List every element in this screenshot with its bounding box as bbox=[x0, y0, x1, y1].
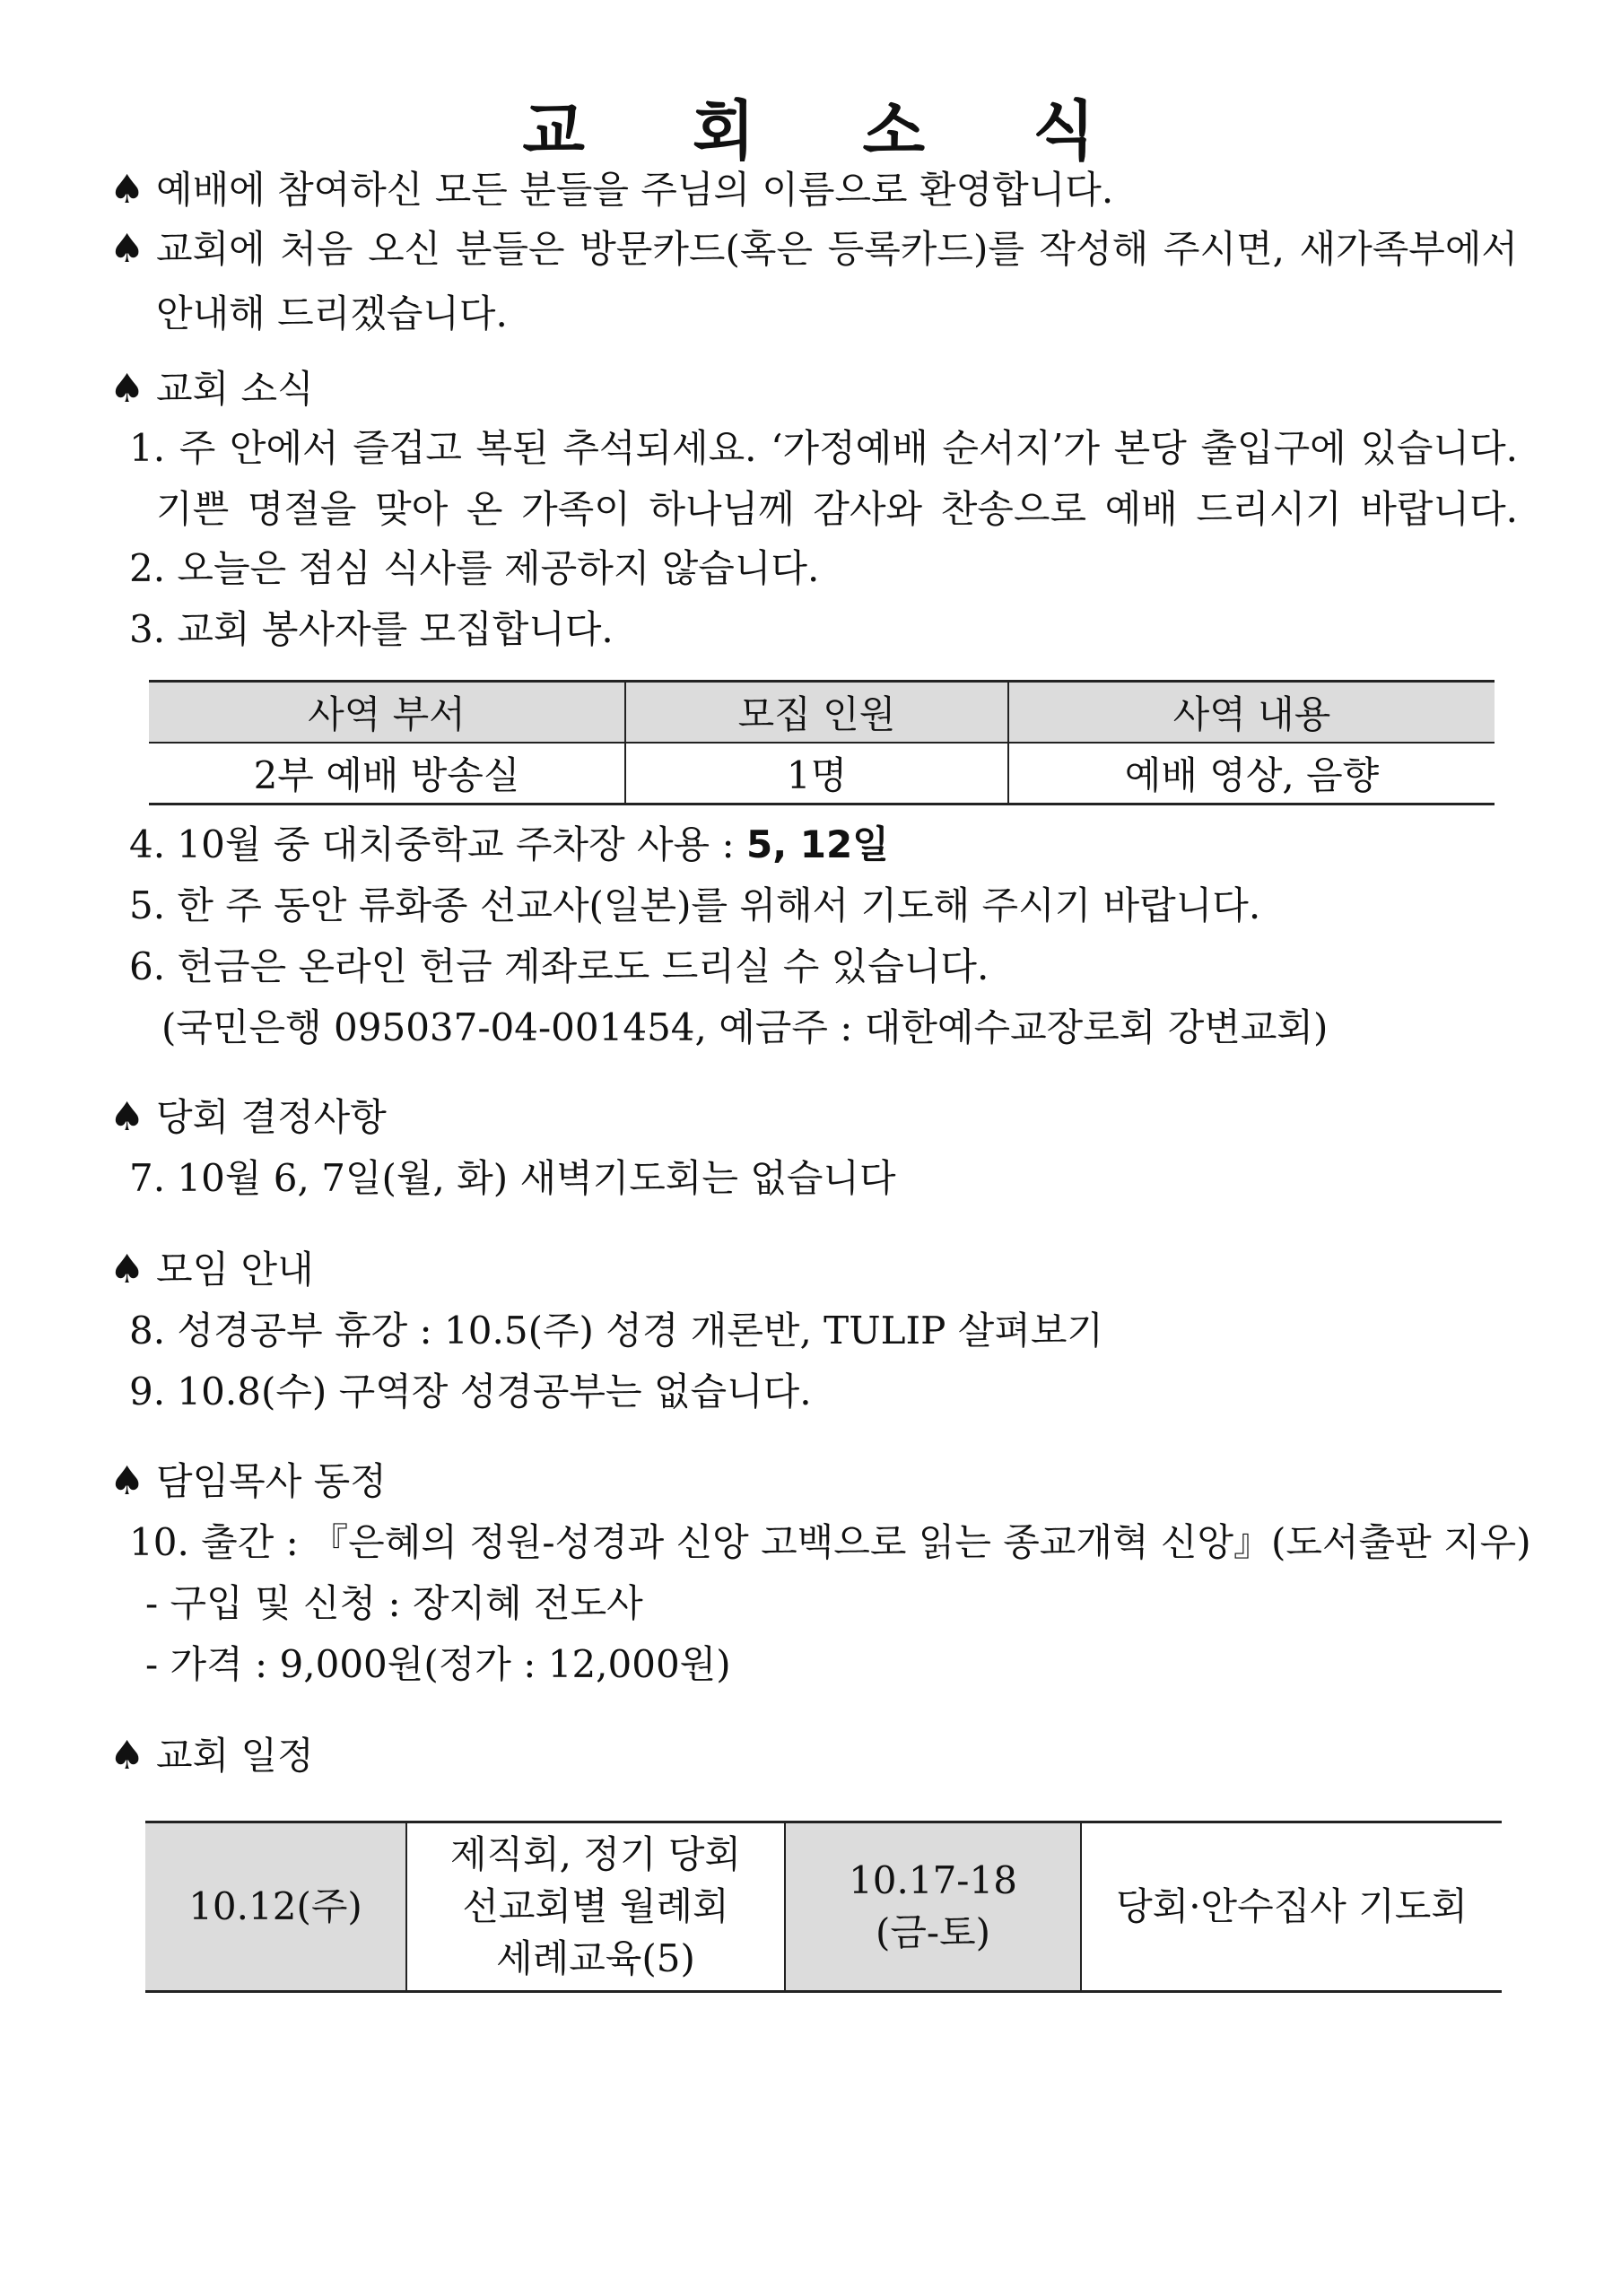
schedule-table bbox=[145, 1821, 1502, 1993]
table-header-cell: 사역 내용 bbox=[1008, 682, 1495, 744]
spade-icon: ♠ bbox=[109, 366, 145, 412]
pastor-sub-price: - 가격 : 9,000원(정가 : 12,000원) bbox=[145, 1642, 731, 1686]
spade-icon: ♠ bbox=[109, 1094, 145, 1140]
section-heading-schedule: ♠ 교회 일정 bbox=[109, 1729, 314, 1783]
title-char: 식 bbox=[1033, 93, 1099, 169]
section-heading-pastor: ♠ 담임목사 동정 bbox=[109, 1455, 387, 1509]
title-char: 소 bbox=[862, 93, 929, 169]
meeting-item-9: 9. 10.8(수) 구역장 성경공부는 없습니다. bbox=[129, 1370, 812, 1413]
session-item-7: 7. 10월 6, 7일(월, 화) 새벽기도회는 없습니다 bbox=[129, 1156, 896, 1200]
spade-icon: ♠ bbox=[109, 1733, 145, 1779]
schedule-date-cell: 10.12(주) bbox=[145, 1822, 406, 1992]
table-header-cell: 사역 부서 bbox=[149, 682, 625, 744]
section-heading-news: ♠ 교회 소식 bbox=[109, 362, 314, 416]
pastor-item-10: 10. 출간 : 『은혜의 정원-성경과 신앙 고백으로 읽는 종교개혁 신앙』(도서출판 지우) bbox=[129, 1520, 1531, 1564]
table-cell: 1명 bbox=[625, 743, 1008, 804]
news-item-3: 3. 교회 봉사자를 모집합니다. bbox=[129, 607, 614, 651]
title-char: 교 bbox=[522, 93, 588, 169]
first-visit-line: ♠ 교회에 처음 오신 분들은 방문카드(혹은 등록카드)를 작성해 주시면, 새가족부에서 bbox=[109, 222, 1518, 276]
title-char: 회 bbox=[692, 93, 759, 169]
meeting-item-8: 8. 성경공부 휴강 : 10.5(주) 성경 개론반, TULIP 살펴보기 bbox=[129, 1309, 1103, 1352]
table-header-row bbox=[149, 682, 1495, 744]
volunteer-table bbox=[149, 680, 1495, 805]
table-cell: 예배 영상, 음향 bbox=[1008, 743, 1495, 804]
table-row bbox=[145, 1822, 1502, 1992]
parking-dates: 5, 12일 bbox=[746, 822, 889, 866]
table-row bbox=[149, 743, 1495, 804]
news-item-4: 4. 10월 중 대치중학교 주차장 사용 : 5, 12일 bbox=[129, 822, 889, 866]
section-heading-meetings: ♠ 모임 안내 bbox=[109, 1243, 314, 1297]
news-item-2: 2. 오늘은 점심 식사를 제공하지 않습니다. bbox=[129, 546, 820, 590]
page-title bbox=[0, 90, 1621, 172]
spade-icon: ♠ bbox=[109, 1458, 145, 1504]
schedule-date-cell: 10.17-18 (금-토) bbox=[785, 1822, 1081, 1992]
spade-icon: ♠ bbox=[109, 226, 145, 272]
pastor-sub-purchase: - 구입 및 신청 : 장지혜 전도사 bbox=[145, 1581, 643, 1625]
welcome-line: ♠ 예배에 참여하신 모든 분들을 주님의 이름으로 환영합니다. bbox=[109, 163, 1113, 217]
schedule-events-cell: 당회·안수집사 기도회 bbox=[1081, 1822, 1502, 1992]
spade-icon: ♠ bbox=[109, 1247, 145, 1292]
first-visit-line-cont: 안내해 드리겠습니다. bbox=[156, 291, 508, 335]
news-item-1: 1. 주 안에서 즐겁고 복된 추석되세요. ‘가정예배 순서지’가 본당 출입구에 있습니다. bbox=[129, 426, 1518, 470]
table-cell: 2부 예배 방송실 bbox=[253, 753, 520, 797]
schedule-events-cell: 제직회, 정기 당회 선교회별 월례회 세례교육(5) bbox=[406, 1822, 785, 1992]
news-item-5: 5. 한 주 동안 류화종 선교사(일본)를 위해서 기도해 주시기 바랍니다. bbox=[129, 883, 1261, 927]
news-item-1-cont: 기쁜 명절을 맞아 온 가족이 하나님께 감사와 찬송으로 예배 드리시기 바랍니다. bbox=[156, 487, 1518, 531]
spade-icon: ♠ bbox=[109, 167, 145, 213]
bank-account-info: (국민은행 095037-04-001454, 예금주 : 대한예수교장로회 강변교회) bbox=[161, 1005, 1329, 1049]
table-header-cell: 모집 인원 bbox=[625, 682, 1008, 744]
news-item-6: 6. 헌금은 온라인 헌금 계좌로도 드리실 수 있습니다. bbox=[129, 944, 989, 988]
section-heading-session: ♠ 당회 결정사항 bbox=[109, 1091, 387, 1144]
